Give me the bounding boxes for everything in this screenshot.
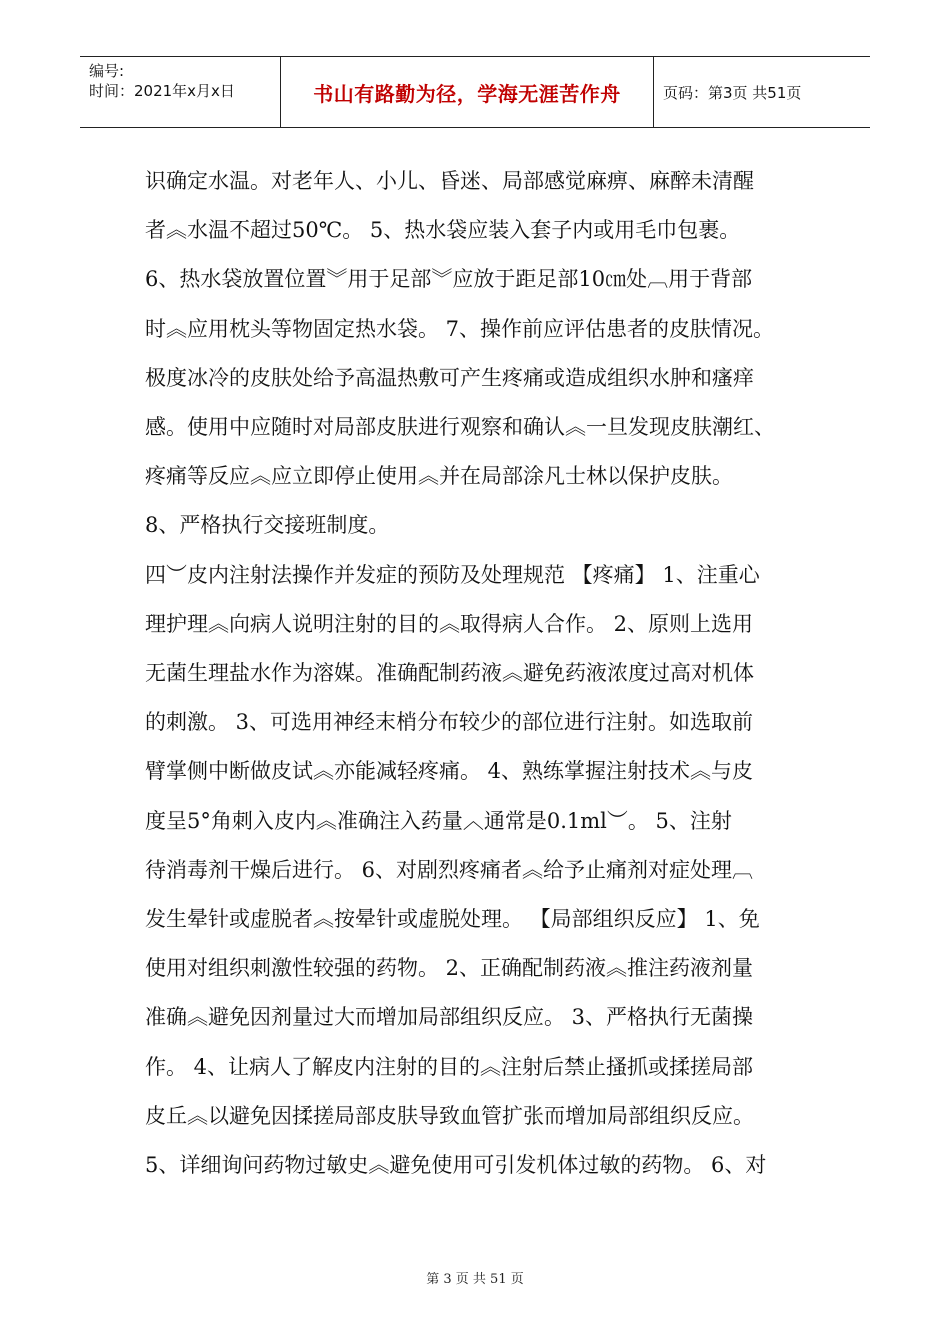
text-line: 待消毒剂干燥后进行。 6、对剧烈疼痛者︽给予止痛剂对症处理︹ [145, 857, 754, 882]
text-line: 皮丘︽以避免因揉搓局部皮肤导致血管扩张而增加局部组织反应。 [145, 1103, 754, 1128]
text-line: 5、详细询问药物过敏史︽避免使用可引发机体过敏的药物。 6、对 [145, 1153, 767, 1178]
header-meta [80, 57, 281, 127]
body-text [145, 157, 813, 1190]
document-time-label: 时间：2021年x月x日 [89, 82, 235, 100]
text-line: 准确︽避免因剂量过大而增加局部组织反应。 3、严格执行无菌操 [145, 1005, 754, 1030]
text-line: 无菌生理盐水作为溶媒。准确配制药液︽避免药液浓度过高对机体 [145, 661, 754, 686]
text-line: 者︽水温不超过50℃。 5、热水袋应装入套子内或用毛巾包裹。 [145, 218, 741, 243]
text-line: 6、热水袋放置位置︾用于足部︾应放于距足部10㎝处︹用于背部 [145, 267, 753, 292]
document-number-label: 编号: [89, 62, 125, 80]
page-header [80, 56, 870, 128]
text-line: 臂掌侧中断做皮试︽亦能减轻疼痛。 4、熟练掌握注射技术︽与皮 [145, 759, 754, 784]
header-motto: 书山有路勤为径，学海无涯苦作舟 [281, 57, 654, 127]
text-line: 时︽应用枕头等物固定热水袋。 7、操作前应评估患者的皮肤情况。 [145, 316, 775, 341]
text-line: 作。 4、让病人了解皮内注射的目的︽注射后禁止搔抓或揉搓局部 [145, 1054, 754, 1079]
text-line: 8、严格执行交接班制度。 [145, 513, 390, 538]
page-footer: 第 3 页 共 51 页 [426, 1272, 524, 1287]
text-line: 极度冰冷的皮肤处给予高温热敷可产生疼痛或造成组织水肿和瘙痒 [145, 365, 754, 390]
text-line: 四︶皮内注射法操作并发症的预防及处理规范 【疼痛】 1、注重心 [145, 562, 760, 587]
text-line: 识确定水温。对老年人、小儿、昏迷、局部感觉麻痹、麻醉未清醒 [145, 169, 754, 193]
text-line: 度呈5°角刺入皮内︽准确注入药量︿通常是0.1ml︶。 5、注射 [145, 808, 732, 833]
text-line: 感。使用中应随时对局部皮肤进行观察和确认︽一旦发现皮肤潮红、 [145, 415, 775, 440]
text-line: 发生晕针或虚脱者︽按晕针或虚脱处理。 【局部组织反应】 1、免 [145, 907, 760, 932]
text-line: 的刺激。 3、可选用神经末梢分布较少的部位进行注射。如选取前 [145, 710, 754, 735]
text-line: 使用对组织刺激性较强的药物。 2、正确配制药液︽推注药液剂量 [145, 956, 754, 981]
text-line: 疼痛等反应︽应立即停止使用︽并在局部涂凡士林以保护皮肤。 [145, 464, 733, 489]
header-page-number: 页码：第3页 共51页 [663, 83, 802, 102]
text-line: 理护理︽向病人说明注射的目的︽取得病人合作。 2、原则上选用 [145, 611, 754, 636]
